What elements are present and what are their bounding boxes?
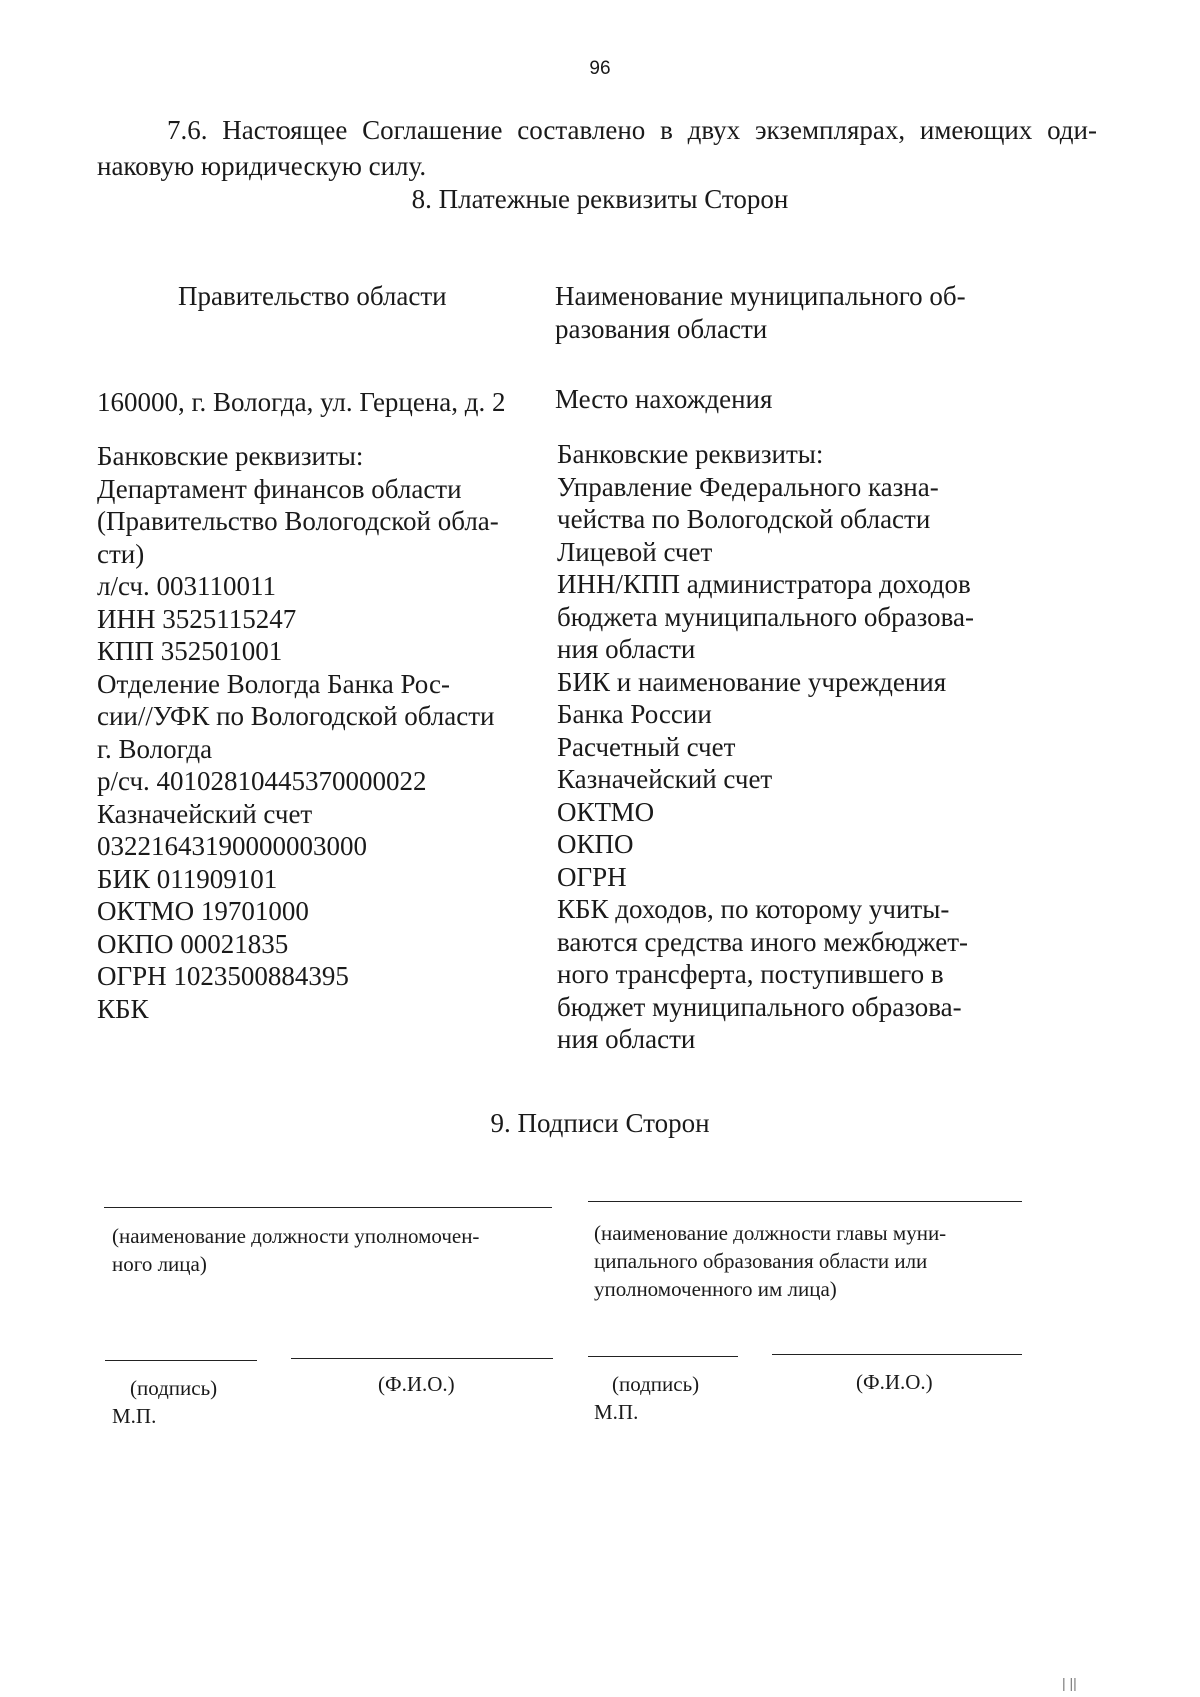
seal-label-right: М.П. [594,1400,639,1424]
caption-line: уполномоченного им лица) [594,1277,837,1301]
caption-line: ного лица) [112,1252,207,1276]
clause-line: наковую юридическую силу. [97,151,427,181]
signature-label-left: (подпись) [130,1376,218,1400]
left-bank-line: сти) [97,538,145,569]
right-bank-line: бюджет муниципального образова- [557,991,962,1022]
left-bank-line: (Правительство Вологодской обла- [97,506,499,536]
seal-label-left: М.П. [112,1404,157,1428]
right-bank-line: ния области [557,1024,696,1054]
right-bank-line: Управление Федерального казна- [557,471,939,502]
left-bank-line: ОКТМО 19701000 [97,896,309,926]
left-bank-line: Департамент финансов области [97,473,462,504]
right-party-name [555,280,966,345]
right-bank-line: ИНН/КПП администратора доходов [557,569,971,599]
section-8-title: 8. Платежные реквизиты Сторон [411,184,789,214]
left-bank-line: Банковские реквизиты: [97,441,364,471]
left-bank-line: 03221643190000003000 [97,831,367,861]
caption-line: (наименование должности главы муни- [594,1221,947,1245]
right-bank-line: Банковские реквизиты: [557,439,824,469]
page-number: 96 [589,58,611,79]
signature-line-right [588,1356,738,1357]
left-bank-line: Казначейский счет [97,798,313,829]
right-bank-line: ного трансферта, поступившего в [557,959,944,989]
right-bank-line: Лицевой счет [557,536,713,567]
right-bank-line: ОКТМО [557,796,655,827]
name-label-right: (Ф.И.О.) [856,1370,933,1394]
clause-line: 7.6. Настоящее Соглашение составлено в двух экземплярах, имеющих оди- [167,115,1097,145]
left-party-name [178,280,447,313]
left-bank-line: р/сч. 40102810445370000022 [97,766,427,796]
right-bank-line: бюджета муниципального образова- [557,601,974,632]
right-address-text: Место нахождения [555,384,773,414]
right-party-line: Наименование муниципального об- [555,281,966,311]
scan-mark: | || [1062,1675,1077,1691]
right-address [555,383,772,416]
right-bank-line: ОКПО [557,829,634,859]
clause-7-6 [97,112,1097,184]
left-bank-line: сии//УФК по Вологодской области [97,701,495,731]
left-bank-line: ОКПО 00021835 [97,928,289,959]
left-bank-line: КБК [97,993,149,1024]
left-bank-line: Отделение Вологда Банка Рос- [97,668,450,699]
left-bank-details [97,440,499,1025]
right-bank-line: КБК доходов, по которому учиты- [557,894,950,924]
right-bank-line: Казначейский счет [557,764,773,794]
right-bank-details [557,438,974,1056]
right-bank-line: ния области [557,634,696,664]
right-position-caption [594,1219,946,1303]
left-bank-line: ОГРН 1023500884395 [97,961,349,991]
left-bank-line: л/сч. 003110011 [97,571,276,601]
right-party-line: разования области [555,313,768,344]
left-address [97,386,506,419]
left-party-label: Правительство области [178,281,447,311]
position-line-right [588,1201,1022,1202]
right-bank-line: ваются средства иного межбюджет- [557,926,968,957]
name-line-right [772,1354,1022,1355]
caption-line: ципального образования области или [594,1249,928,1273]
right-bank-line: Расчетный счет [557,731,736,762]
right-bank-line: БИК и наименование учреждения [557,666,947,697]
left-bank-line: г. Вологда [97,733,213,764]
right-bank-line: Банка России [557,699,712,729]
caption-line: (наименование должности уполномочен- [112,1224,480,1248]
position-line-left [104,1207,552,1208]
signature-label-right: (подпись) [612,1372,700,1396]
right-bank-line: ОГРН [557,861,627,892]
name-line-left [291,1358,553,1359]
left-bank-line: БИК 011909101 [97,863,278,894]
left-bank-line: ИНН 3525115247 [97,603,297,634]
left-bank-line: КПП 352501001 [97,636,283,666]
name-label-left: (Ф.И.О.) [378,1372,455,1396]
section-9-title: 9. Подписи Сторон [490,1108,710,1138]
left-address-text: 160000, г. Вологда, ул. Герцена, д. 2 [97,387,506,417]
right-bank-line: чейства по Вологодской области [557,504,931,534]
signature-line-left [105,1360,257,1361]
left-position-caption [112,1222,479,1278]
